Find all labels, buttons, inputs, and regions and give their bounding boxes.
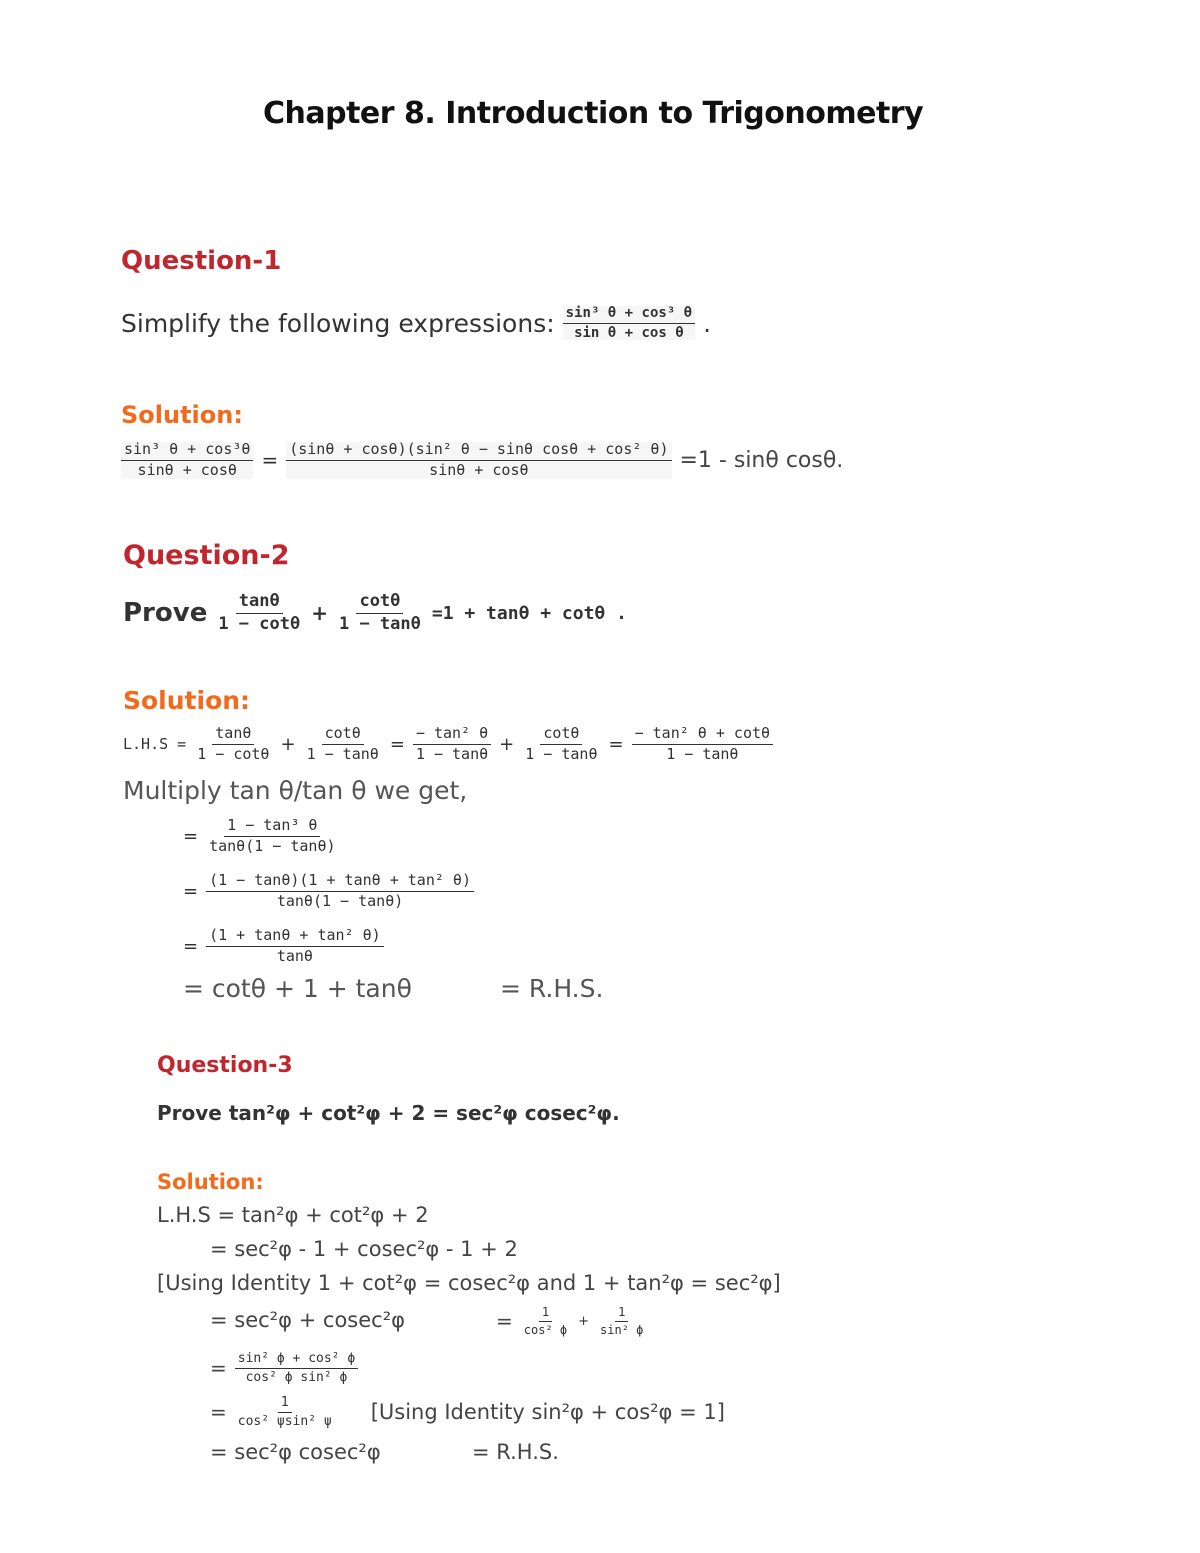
question-3-statement: Prove tan²φ + cot²φ + 2 = sec²φ cosec²φ. <box>157 1101 620 1125</box>
lhs-fraction-3-numerator: − tan² θ <box>413 726 491 745</box>
lhs-label: L.H.S = <box>123 735 187 754</box>
question-3-combined-fraction <box>210 1352 358 1384</box>
question-2-lhs-line <box>123 726 773 763</box>
question-2-solution-heading: Solution: <box>123 686 251 715</box>
step-2-fraction <box>206 873 474 910</box>
step-1-fraction <box>206 818 338 855</box>
lhs-fraction-5-denominator: 1 − tanθ <box>666 744 739 763</box>
equals-sign: = <box>608 733 624 755</box>
plus-sign: + <box>499 733 515 755</box>
question-2-statement <box>123 593 627 634</box>
expression-numerator: sin³ θ + cos³ θ <box>563 306 695 324</box>
multiply-instruction: Multiply tan θ/tan θ we get, <box>123 776 468 805</box>
question-1-expression <box>563 306 695 340</box>
lhs-fraction-2-numerator: cotθ <box>322 726 364 745</box>
lhs-fraction-2-denominator: 1 − tanθ <box>306 744 379 763</box>
equals-sign: = <box>261 448 279 473</box>
step-3-denominator: tanθ <box>276 946 313 965</box>
lhs-fraction-1-denominator: 1 − cotθ <box>197 744 270 763</box>
expression-denominator: sin θ + cos θ <box>574 324 684 341</box>
equals-sign: = <box>210 1356 227 1381</box>
reciprocal-cos-fraction <box>521 1306 570 1336</box>
step-1 <box>183 818 339 855</box>
fraction-2-numerator: cotθ <box>356 593 403 614</box>
question-3-solution-heading: Solution: <box>157 1170 264 1194</box>
lhs-fraction-4-denominator: 1 − tanθ <box>525 744 598 763</box>
question-1-solution-heading: Solution: <box>121 401 243 429</box>
question-3-line-1: L.H.S = tan²φ + cot²φ + 2 <box>157 1203 429 1227</box>
lhs-fraction-4 <box>522 726 600 763</box>
solution-1-lhs-fraction <box>121 442 253 479</box>
solution-1-lhs-numerator: sin³ θ + cos³θ <box>121 442 253 461</box>
solution-1-result: =1 - sinθ cosθ. <box>679 447 844 473</box>
reciprocal-cos-numerator: 1 <box>539 1306 552 1322</box>
reciprocal-sin-fraction <box>597 1306 646 1336</box>
question-2-heading: Question-2 <box>123 540 290 571</box>
identity-fraction <box>235 1396 335 1428</box>
question-3-line-4: = sec²φ + cosec²φ <box>210 1308 405 1332</box>
equals-sign: = <box>183 880 199 902</box>
step-3-fraction <box>206 928 384 965</box>
lhs-fraction-5-numerator: − tan² θ + cotθ <box>632 726 773 745</box>
question-3-identity-step <box>210 1396 725 1428</box>
step-2-denominator: tanθ(1 − tanθ) <box>276 891 404 910</box>
identity-note: [Using Identity sin²φ + cos²φ = 1] <box>370 1400 725 1425</box>
question-3-rhs-label: = R.H.S. <box>472 1440 559 1464</box>
page-title: Chapter 8. Introduction to Trigonometry <box>263 96 924 131</box>
fraction-2-denominator: 1 − tanθ <box>338 613 421 634</box>
question-3-heading: Question-3 <box>157 1053 293 1078</box>
combined-fraction <box>235 1352 358 1384</box>
prove-label: Prove <box>123 598 208 629</box>
question-1-prompt-text: Simplify the following expressions: <box>121 308 555 338</box>
lhs-fraction-1-numerator: tanθ <box>212 726 254 745</box>
fraction-1-denominator: 1 − cotθ <box>218 613 301 634</box>
question-1-heading: Question-1 <box>121 246 282 276</box>
question-1-prompt <box>121 306 711 340</box>
step-2 <box>183 873 474 910</box>
step-3-numerator: (1 + tanθ + tan² θ) <box>206 928 384 947</box>
solution-1-mid-denominator: sinθ + cosθ <box>429 460 529 479</box>
identity-numerator: 1 <box>278 1396 292 1413</box>
equals-sign: = <box>210 1400 227 1425</box>
identity-denominator: cos² ψsin² ψ <box>237 1413 332 1429</box>
reciprocal-cos-denominator: cos² ϕ <box>523 1322 568 1337</box>
plus-sign: + <box>311 601 328 626</box>
step-2-numerator: (1 − tanθ)(1 + tanθ + tan² θ) <box>206 873 474 892</box>
solution-1-mid-numerator: (sinθ + cosθ)(sin² θ − sinθ cosθ + cos² θ) <box>286 442 671 461</box>
step-3 <box>183 928 384 965</box>
step-1-denominator: tanθ(1 − tanθ) <box>209 836 336 855</box>
question-3-line-2: = sec²φ - 1 + cosec²φ - 1 + 2 <box>210 1237 518 1261</box>
lhs-fraction-3 <box>413 726 491 763</box>
question-2-fraction-2 <box>336 593 424 634</box>
step-1-numerator: 1 − tan³ θ <box>224 818 320 837</box>
question-3-reciprocal-sum <box>496 1306 646 1336</box>
question-2-rhs: =1 + tanθ + cotθ . <box>431 602 627 624</box>
lhs-fraction-4-numerator: cotθ <box>540 726 582 745</box>
prompt-period: . <box>703 308 712 338</box>
plus-sign: + <box>578 1313 590 1329</box>
question-3-final: = sec²φ cosec²φ <box>210 1440 381 1464</box>
reciprocal-sin-numerator: 1 <box>615 1306 628 1322</box>
question-2-rhs-label: = R.H.S. <box>500 974 604 1003</box>
fraction-1-numerator: tanθ <box>236 593 283 614</box>
question-2-fraction-1 <box>215 593 303 634</box>
equals-sign: = <box>389 733 405 755</box>
lhs-fraction-3-denominator: 1 − tanθ <box>415 744 489 763</box>
equals-sign: = <box>496 1309 513 1334</box>
question-3-identity-note: [Using Identity 1 + cot²φ = cosec²φ and 1 + tan²φ = sec²φ] <box>157 1271 781 1295</box>
lhs-fraction-5 <box>632 726 773 763</box>
combined-denominator: cos² ϕ sin² ϕ <box>245 1369 348 1385</box>
equals-sign: = <box>183 825 199 847</box>
combined-numerator: sin² ϕ + cos² ϕ <box>235 1352 358 1369</box>
lhs-fraction-2 <box>304 726 382 763</box>
solution-1-lhs-denominator: sinθ + cosθ <box>137 460 237 479</box>
solution-1-mid-fraction <box>286 442 671 479</box>
equals-sign: = <box>183 935 199 957</box>
plus-sign: + <box>280 733 296 755</box>
question-1-solution-line <box>121 442 843 479</box>
lhs-fraction-1 <box>194 726 272 763</box>
question-2-final: = cotθ + 1 + tanθ <box>183 974 412 1003</box>
reciprocal-sin-denominator: sin² ϕ <box>600 1322 644 1337</box>
